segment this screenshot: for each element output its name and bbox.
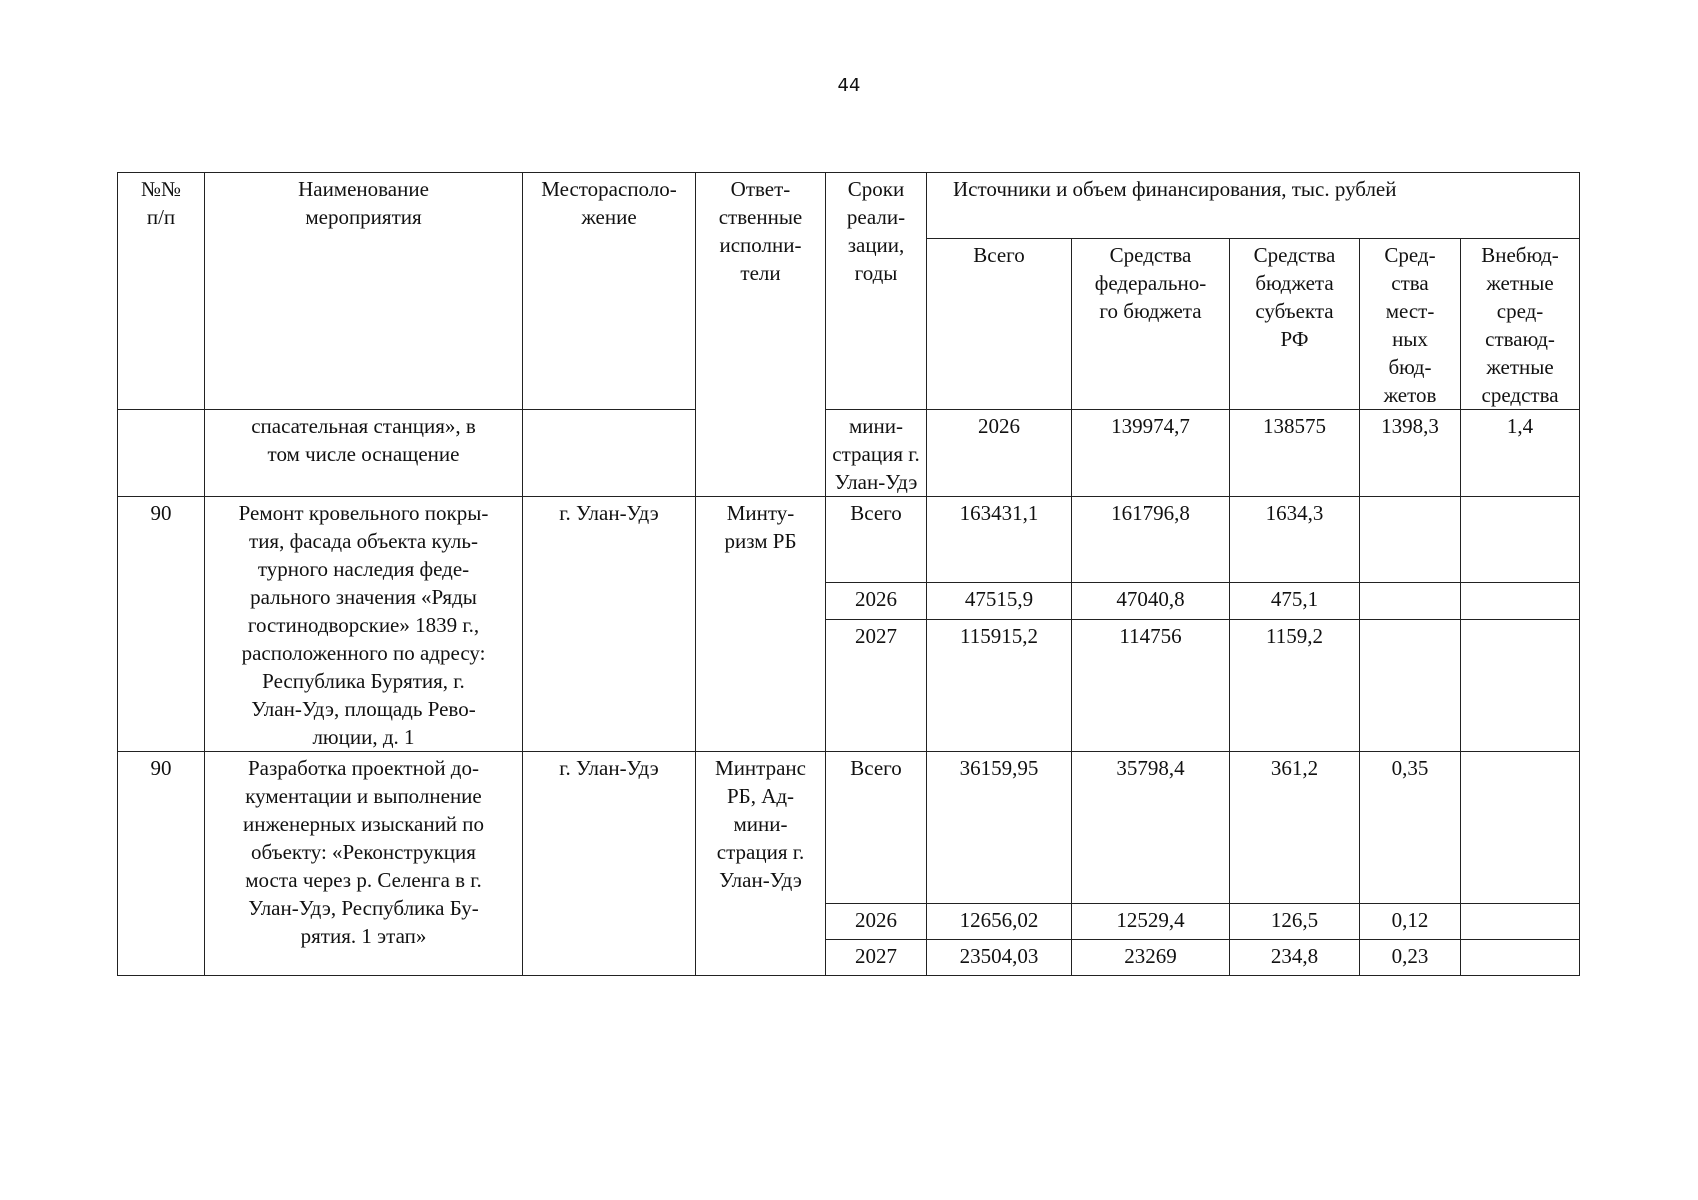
row-extra [1461,497,1580,583]
header-location: Месторасполо- жение [523,173,696,410]
row-subject: 1634,3 [1230,497,1360,583]
row-total: 23504,03 [927,940,1072,976]
cont-federal: 138575 [1230,410,1360,497]
page-number: 44 [837,75,861,96]
header-total: Всего [927,239,1072,410]
row-subject: 126,5 [1230,904,1360,940]
header-period: Сроки реали- зации, годы [826,173,927,410]
header-local: Сред- ства мест- ных бюд- жетов [1360,239,1461,410]
table-row [118,752,1580,904]
header-funding: Источники и объем финансирования, тыс. рублей [927,173,1580,239]
row-subject: 1159,2 [1230,620,1360,752]
cont-total: 139974,7 [1072,410,1230,497]
row-period: 2026 [826,904,927,940]
row-period: Всего [826,752,927,904]
row-federal: 12529,4 [1072,904,1230,940]
row-total: 163431,1 [927,497,1072,583]
financing-table [117,172,1580,976]
table-row [118,410,1580,497]
row-period: Всего [826,497,927,583]
row-local [1360,497,1461,583]
cont-responsible: мини- страция г. Улан-Удэ [826,410,927,497]
cont-name: спасательная станция», в том числе оснащение [205,410,523,497]
row-responsible: Минтранс РБ, Ад- мини- страция г. Улан-Удэ [696,752,826,976]
row-responsible: Минту- ризм РБ [696,497,826,752]
row-federal: 114756 [1072,620,1230,752]
row-federal: 35798,4 [1072,752,1230,904]
cont-location [523,410,696,497]
header-extra: Внебюд- жетные сред- стваюд- жетные средства [1461,239,1580,410]
row-local: 0,23 [1360,940,1461,976]
row-total: 115915,2 [927,620,1072,752]
row-location: г. Улан-Удэ [523,497,696,752]
row-local: 0,35 [1360,752,1461,904]
row-federal: 161796,8 [1072,497,1230,583]
row-location: г. Улан-Удэ [523,752,696,976]
row-federal: 23269 [1072,940,1230,976]
row-federal: 47040,8 [1072,582,1230,620]
row-extra [1461,904,1580,940]
row-total: 36159,95 [927,752,1072,904]
row-name: Ремонт кровельного покры- тия, фасада объекта куль- турного наследия феде- рального значения «Ряды гостинодворские» 1839 г., расположенного по адресу: Республика Бурятия, г. Улан-Удэ, площадь Рево- люции, д. 1 [205,497,523,752]
cont-num [118,410,205,497]
row-extra [1461,940,1580,976]
row-period: 2027 [826,940,927,976]
header-name: Наименование мероприятия [205,173,523,410]
header-federal: Средства федерально- го бюджета [1072,239,1230,410]
row-total: 12656,02 [927,904,1072,940]
row-period: 2026 [826,582,927,620]
row-num: 90 [118,752,205,976]
row-subject: 475,1 [1230,582,1360,620]
row-period: 2027 [826,620,927,752]
cont-subject: 1398,3 [1360,410,1461,497]
row-total: 47515,9 [927,582,1072,620]
row-local [1360,582,1461,620]
table-row [118,497,1580,583]
header-subject: Средства бюджета субъекта РФ [1230,239,1360,410]
header-num: №№ п/п [118,173,205,410]
row-subject: 234,8 [1230,940,1360,976]
cont-local: 1,4 [1461,410,1580,497]
row-extra [1461,620,1580,752]
row-name: Разработка проектной до- кументации и выполнение инженерных изысканий по объекту: «Реконструкция моста через р. Селенга в г. Улан-Удэ, Республика Бу- рятия. 1 этап» [205,752,523,976]
row-extra [1461,582,1580,620]
row-subject: 361,2 [1230,752,1360,904]
row-num: 90 [118,497,205,752]
header-row [118,173,1580,239]
row-local [1360,620,1461,752]
row-local: 0,12 [1360,904,1461,940]
header-responsible: Ответ- ственные исполни- тели [696,173,826,497]
row-extra [1461,752,1580,904]
cont-year: 2026 [927,410,1072,497]
